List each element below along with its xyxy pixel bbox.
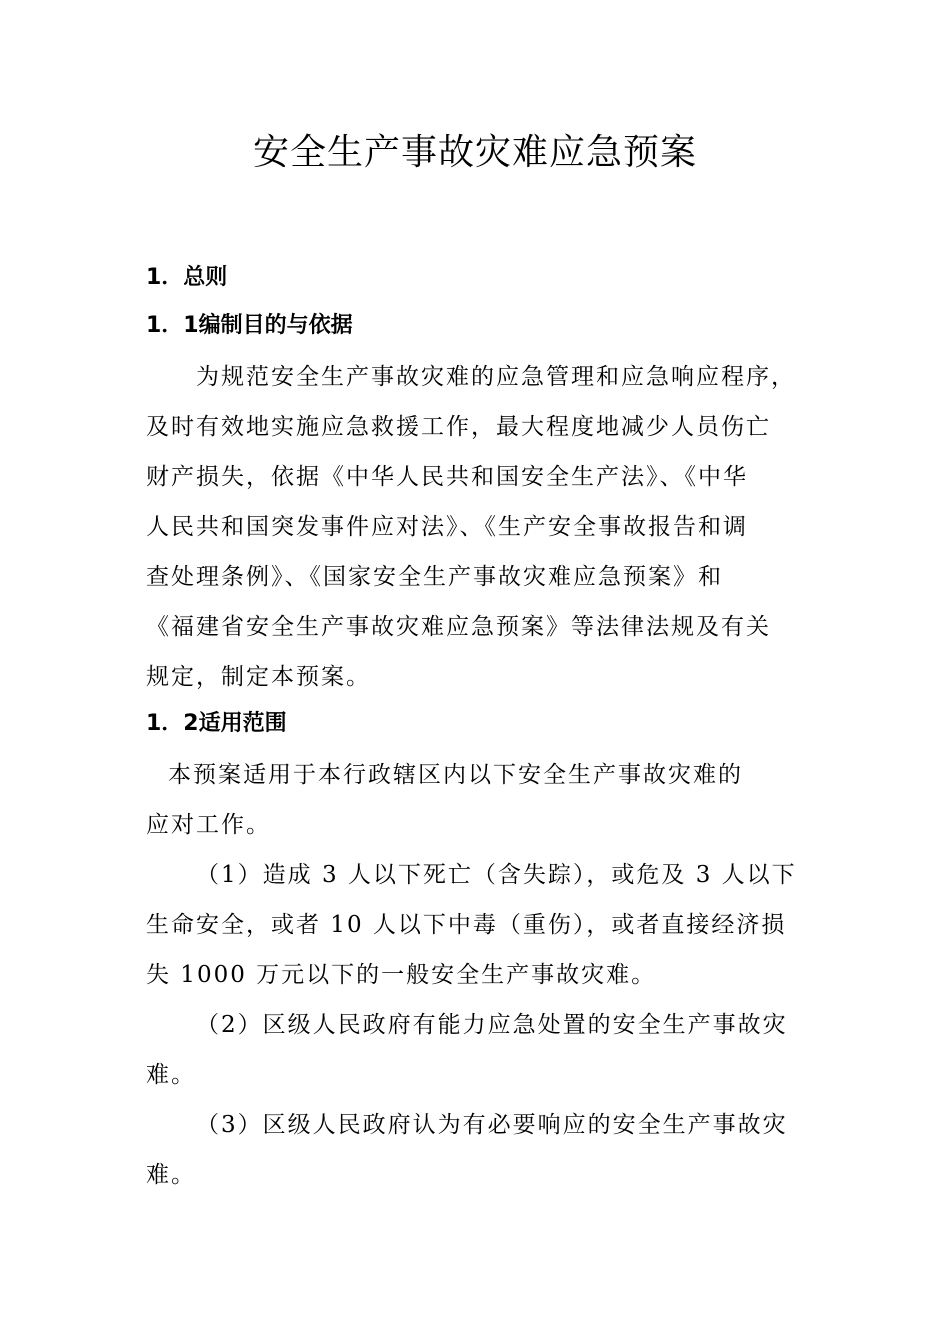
paragraph-line: 规定，制定本预案。 [146, 664, 371, 690]
paragraph-line: 本预案适用于本行政辖区内以下安全生产事故灾难的 [168, 762, 743, 788]
paragraph-line: 失 1000 万元以下的一般安全生产事故灾难。 [146, 962, 657, 988]
paragraph-line: 难。 [146, 1162, 196, 1188]
paragraph-line: （3）区级人民政府认为有必要响应的安全生产事故灾 [196, 1112, 788, 1138]
paragraph-line: 生命安全，或者 10 人以下中毒（重伤），或者直接经济损 [146, 912, 787, 938]
paragraph-item-2 [146, 1000, 810, 1100]
paragraph-line: 财产损失，依据《中华人民共和国安全生产法》、《中华 [146, 464, 748, 490]
paragraph-item-1 [146, 850, 810, 1000]
paragraph-line: 难。 [146, 1062, 196, 1088]
paragraph-line: 应对工作。 [146, 812, 271, 838]
paragraph-scope [146, 750, 810, 850]
paragraph-line: 查处理条例》、《国家安全生产事故灾难应急预案》和 [146, 564, 723, 590]
document-title: 安全生产事故灾难应急预案 [252, 132, 697, 173]
section-heading-general: 1．总则 [146, 265, 228, 290]
paragraph-line: 人民共和国突发事件应对法》、《生产安全事故报告和调 [146, 514, 748, 540]
paragraph-line: （1）造成 3 人以下死亡（含失踪），或危及 3 人以下 [196, 862, 797, 888]
paragraph-line: 及时有效地实施应急救援工作，最大程度地减少人员伤亡 [146, 414, 771, 440]
paragraph-purpose [146, 352, 810, 702]
paragraph-line: （2）区级人民政府有能力应急处置的安全生产事故灾 [196, 1012, 788, 1038]
paragraph-line: 《福建省安全生产事故灾难应急预案》等法律法规及有关 [146, 614, 771, 640]
paragraph-item-3 [146, 1100, 810, 1200]
section-heading-scope: 1．2适用范围 [146, 711, 287, 736]
section-heading-purpose: 1．1编制目的与依据 [146, 313, 353, 338]
paragraph-line: 为规范安全生产事故灾难的应急管理和应急响应程序， [196, 364, 796, 390]
